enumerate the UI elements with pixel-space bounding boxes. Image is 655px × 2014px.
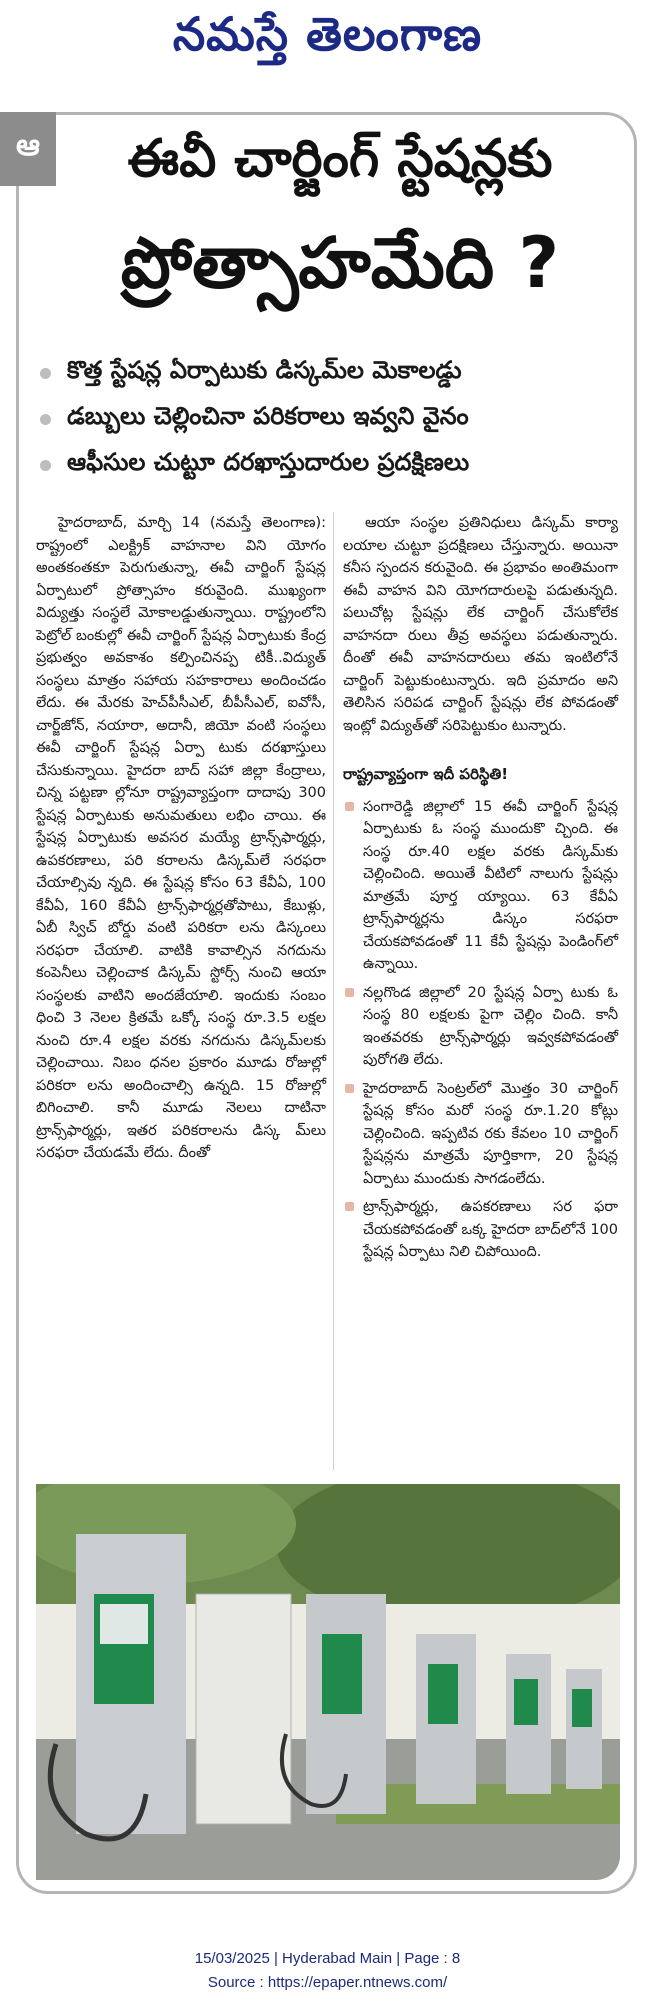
article-body-right	[343, 512, 618, 1270]
state-item	[343, 796, 618, 976]
masthead	[0, 0, 655, 80]
footer-source[interactable]: Source : https://epaper.ntnews.com/	[207, 1974, 448, 1991]
square-bullet-icon	[345, 1084, 354, 1093]
charger-unit	[76, 1534, 186, 1834]
footer-edition-info: 15/03/2025 | Hyderabad Main | Page : 8	[194, 1950, 461, 1967]
body-paragraph: హైదరాబాద్, మార్చి 14 (నమస్తే తెలంగాణ): రాష్ట్రంలో ఎలక్ట్రిక్ వాహనాల విని యోగం అంతకంతకూ పెరుగుతున్నా, ఈవీ చార్జింగ్ స్టేషన్ల ఏర్పాటులో ప్రోత్సాహం కరువైంది. ముఖ్యంగా విద్యుత్తు సంస్థలే మోకాలడ్డుతున్నాయి. రాష్ట్రంలోని పెట్రోల్ బంకుల్లో ఈవీ చార్జింగ్ స్టేషన్ల ఏర్పాటుకు కేంద్ర ప్రభుత్వం అవకాశం కల్పించినప్ప టికీ..విద్యుత్ సంస్థలు మాత్రం సహాయ సహకారాలు అందించడం లేదు. ఈ మేరకు హెచ్‌పీసీఎల్, బీపీసీఎల్, ఐవోసీ, చార్జ్‌జోన్, నయారా, అదానీ, జియో వంటి సంస్థలు ఈవీ చార్జింగ్ స్టేషన్ల ఏర్పా టుకు దరఖాస్తులు చేసుకున్నాయి. హైదరా బాద్ సహా జిల్లా కేంద్రాలు, చిన్న పట్టణా ల్లోనూ రాష్ట్రవ్యాప్తంగా దాదాపు 300 స్టేషన్ల ఏర్పాటుకు అనుమతులు లభిం చాయి. ఈ స్టేషన్ల ఏర్పాటుకు అవసర మయ్యే ట్రాన్స్‌ఫార్మర్లు, ఉపకరణాలు, పరి కరాలను డిస్కమ్‌లే సరఫరా చేయాల్సివు న్నది. ఈ స్టేషన్ల కోసం 63 కేవీఏ, 100 కేవీఏ, 160 కేవీఏ ట్రాన్స్‌ఫార్మర్లతోపాటు, కేబుళ్లు, ఏబీ స్విచ్ బోర్డు వంటి పరికరా లను డిస్కంలు సరఫరా చేయాలి. వాటికి కావాల్సిన నగదును కంపెనీలు చెల్లించాక డిస్కమ్ స్టోర్స్ నుంచి ఆయా సంస్థలకు వాటిని అందజేయాలి. ఇందుకు సంబం ధించి 3 నెలల క్రితమే ఒక్కో సంస్థ రూ.3.5 లక్షల నుంచి రూ.4 లక్షల వరకు నగదును డిస్కమ్‌లకు చెల్లించాయి. నిబం ధనల ప్రకారం మూడు రోజుల్లో పరికరా లను అందించాల్సి ఉన్నది. 15 రోజుల్లో బిగించాలి. కానీ మూడు నెలలు దాటినా ట్రాన్స్‌ఫార్మర్లు, ఇతర పరికరాలను డిస్క మ్‌లు సరఫరా చేయడమే లేదు. దీంతో	[36, 515, 326, 1161]
state-item	[343, 1196, 618, 1264]
state-item-text: ట్రాన్స్‌ఫార్మర్లు, ఉపకరణాలు సర ఫరా చేయకపోవడంతో ఒక్క హైదరా బాద్‌లోనే 100 స్టేషన్ల ఏర్పాటు నిలి చిపోయింది.	[363, 1199, 618, 1260]
ev-charging-stations-photo	[36, 1484, 620, 1880]
highlight-bullets	[36, 350, 626, 488]
charger-unit	[566, 1669, 602, 1789]
highlight-bullet	[36, 396, 626, 442]
column-divider	[333, 512, 334, 1470]
state-section-heading: రాష్ట్రవ్యాప్తంగా ఇదీ పరిస్థితి!	[343, 765, 509, 783]
headline-line2: ప్రోత్సాహమేది ?	[120, 222, 560, 304]
headline-line1: ఈవీ చార్జింగ్ స్టేషన్లకు	[127, 129, 553, 189]
article-body-left	[36, 512, 326, 1165]
body-paragraph: ఆయా సంస్థల ప్రతినిధులు డిస్కమ్ కార్యా లయాల చుట్టూ ప్రదక్షిణలు చేస్తున్నారు. అయినా కనీస స్పందన కరువైంది. ఈ ప్రభావం అంతిమంగా ఈవీ వాహన విని యోగదారులపై పడుతున్నది. పలుచోట్ల స్టేషన్లు లేక చార్జింగ్ చేసుకోలేక వాహనదా రులు తీవ్ర అవస్థలు పడుతున్నారు. దీంతో ఈవీ వాహనదారులు తమ ఇంటిలోనే చార్జింగ్ పెట్టుకుంటున్నారు. ఇది ప్రమాదం అని తెలిసిన సరిపడ చార్జింగ్ స్టేషన్లు లేక పోవడంతో ఇంట్లో విద్యుత్‌తో సరిపెట్టుకుం టున్నారు.	[343, 515, 618, 734]
masthead-title: నమస్తే తెలంగాణ	[172, 7, 483, 61]
bullet-dot-icon	[40, 368, 51, 379]
charger-unit	[506, 1654, 551, 1794]
state-item-text: హైదరాబాద్ సెంట్రల్‌లో మొత్తం 30 చార్జింగ్ స్టేషన్ల కోసం మరో సంస్థ రూ.1.20 కోట్లు చెల్లించింది. ఇప్పటివ రకు కేవలం 10 చార్జింగ్ స్టేషన్లను మాత్రమే పూర్తికాగా, 20 స్టేషన్ల ఏర్పాటు ముందుకు సాగడంలేదు.	[363, 1080, 618, 1187]
page-tab: ఆ	[0, 112, 56, 186]
square-bullet-icon	[345, 988, 354, 997]
state-item	[343, 982, 618, 1072]
highlight-bullet	[36, 350, 626, 396]
bullet-text: ఆఫీసుల చుట్టూ దరఖాస్తుదారుల ప్రదక్షిణలు	[67, 448, 470, 476]
bullet-dot-icon	[40, 460, 51, 471]
square-bullet-icon	[345, 1202, 354, 1211]
state-item-text: నల్లగొండ జిల్లాలో 20 స్టేషన్ల ఏర్పా టుకు ఓ సంస్థ 80 లక్షలకు పైగా చెల్లిం చింది. కానీ ఇంతవరకు ట్రాన్స్‌ఫార్మర్లు ఇవ్వకపోవడంతో పురోగతి లేదు.	[363, 984, 618, 1068]
square-bullet-icon	[345, 802, 354, 811]
bullet-text: డబ్బులు చెల్లించినా పరికరాలు ఇవ్వని వైనం	[67, 402, 469, 430]
highlight-bullet	[36, 442, 626, 488]
bullet-text: కొత్త స్టేషన్ల ఏర్పాటుకు డిస్కమ్‌ల మెకాలడ్డు	[67, 356, 462, 384]
state-item-text: సంగారెడ్డి జిల్లాలో 15 ఈవీ చార్జింగ్ స్టేషన్ల ఏర్పాటుకు ఓ సంస్థ ముందుకొ చ్చింది. ఈ సంస్థ రూ.40 లక్షల వరకు డిస్కమ్‌కు చెల్లించింది. అయితే వీటిలో నాలుగు స్టేషన్లు మాత్రమే పూర్త య్యాయి. 63 కేవీఏ ట్రాన్స్‌ఫార్మర్లను డిస్కం సరఫరా చేయకపోవడంతో 11 కేవీ స్టేషన్లు పెండింగ్‌లో ఉన్నాయి.	[363, 798, 618, 972]
state-item	[343, 1078, 618, 1191]
bullet-dot-icon	[40, 414, 51, 425]
charger-unit	[416, 1634, 476, 1804]
